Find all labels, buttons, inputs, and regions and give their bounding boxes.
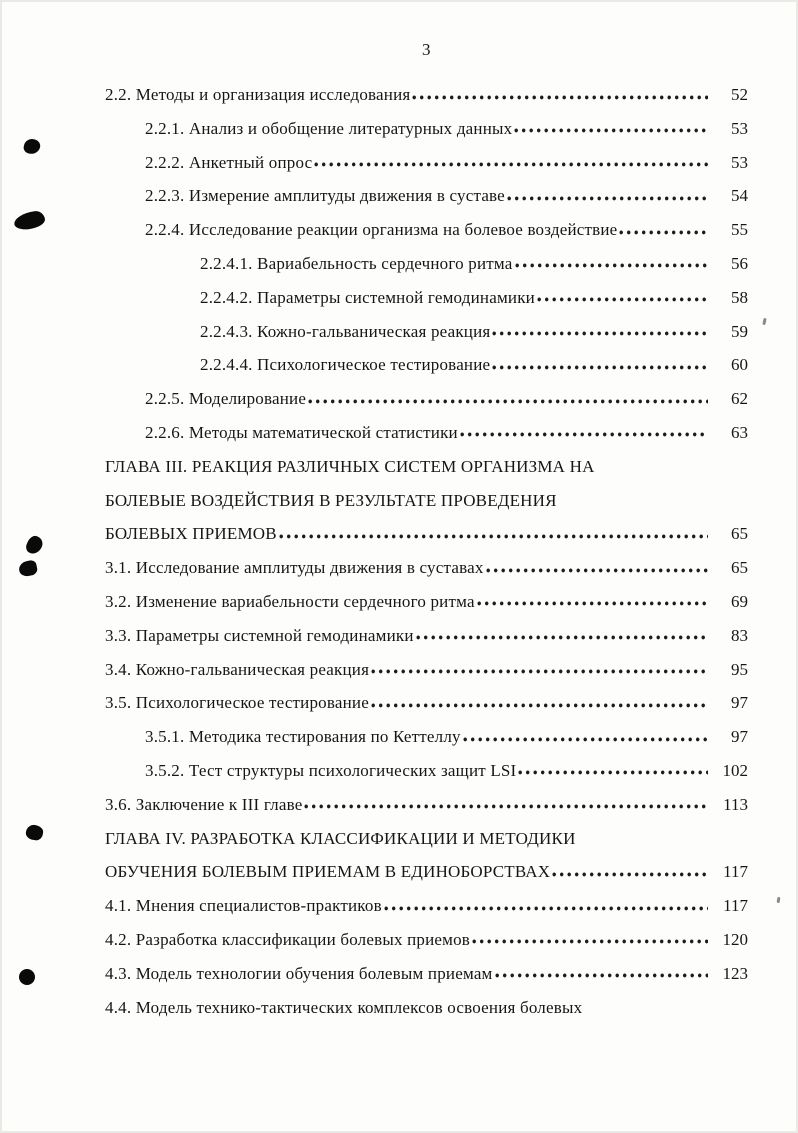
toc-entry-label: 3.5.2. Тест структуры психологических защит LSI xyxy=(145,760,517,780)
toc-entry xyxy=(105,720,748,754)
toc-entry-page: 60 xyxy=(731,355,748,375)
toc-entry xyxy=(105,146,748,180)
toc-entry-label: 2.2.6. Методы математической статистики xyxy=(145,422,458,442)
toc-entry-label: 2.2.3. Измерение амплитуды движения в суставе xyxy=(145,186,505,206)
toc-entry-page: 58 xyxy=(731,287,748,307)
toc-entry-page: 69 xyxy=(731,591,748,611)
toc-entry xyxy=(105,213,748,247)
toc-entry xyxy=(105,822,748,856)
toc-entry-label: 3.1. Исследование амплитуды движения в суставах xyxy=(105,558,484,578)
toc-entry-label: 3.5.1. Методика тестирования по Кеттеллу xyxy=(145,727,461,747)
dot-leader xyxy=(537,287,708,302)
toc-entry xyxy=(105,686,748,720)
toc-entry xyxy=(105,416,748,450)
dot-leader xyxy=(619,220,708,235)
toc-entry xyxy=(105,517,748,551)
dot-leader xyxy=(371,693,708,708)
toc-entry-page: 117 xyxy=(723,862,748,882)
dot-leader xyxy=(495,963,708,978)
dot-leader xyxy=(492,321,708,336)
dot-leader xyxy=(477,592,708,607)
toc-entry xyxy=(105,619,748,653)
dot-leader xyxy=(314,152,708,167)
toc-entry xyxy=(105,788,748,822)
toc-entry-label: 2.2.4.4. Психологическое тестирование xyxy=(200,355,491,375)
dot-leader xyxy=(384,896,708,911)
toc-entry-page: 62 xyxy=(731,389,748,409)
toc-entry xyxy=(105,855,748,889)
toc-entry xyxy=(105,281,748,315)
page-number: 3 xyxy=(422,40,431,59)
dot-leader xyxy=(514,119,708,134)
toc-entry-label: 2.2.4.2. Параметры системной гемодинамики xyxy=(200,287,535,307)
toc-entry-label: ГЛАВА III. РЕАКЦИЯ РАЗЛИЧНЫХ СИСТЕМ ОРГАНИЗМА НА xyxy=(105,456,595,476)
toc-entry-label: 2.2.1. Анализ и обобщение литературных данных xyxy=(145,118,513,138)
dot-leader xyxy=(279,524,708,539)
toc-entry-label: 3.3. Параметры системной гемодинамики xyxy=(105,625,414,645)
dot-leader xyxy=(507,186,708,201)
toc-entry-page: 53 xyxy=(731,152,748,172)
toc-entry xyxy=(105,112,748,146)
toc-entry-label: 4.3. Модель технологии обучения болевым приемам xyxy=(105,963,493,983)
toc-entry-label: 3.2. Изменение вариабельности сердечного ритма xyxy=(105,591,475,611)
toc-entry-label: БОЛЕВЫЕ ВОЗДЕЙСТВИЯ В РЕЗУЛЬТАТЕ ПРОВЕДЕНИЯ xyxy=(105,490,557,510)
toc-entry xyxy=(105,923,748,957)
toc-entry-page: 102 xyxy=(722,760,748,780)
toc-entry-label: ОБУЧЕНИЯ БОЛЕВЫМ ПРИЕМАМ В ЕДИНОБОРСТВАХ xyxy=(105,862,551,882)
toc-entry-page: 117 xyxy=(723,896,748,916)
toc-entry xyxy=(105,315,748,349)
toc-entry xyxy=(105,653,748,687)
toc-entry xyxy=(105,551,748,585)
toc-entry xyxy=(105,585,748,619)
toc-entry-label: 2.2.4. Исследование реакции организма на болевое воздействие xyxy=(145,220,618,240)
toc-entry-page: 123 xyxy=(722,963,748,983)
toc-entry-label: 3.5. Психологическое тестирование xyxy=(105,693,369,713)
toc-entry-label: 3.6. Заключение к III главе xyxy=(105,794,303,814)
toc-entry xyxy=(105,78,748,112)
toc-entry-page: 113 xyxy=(723,794,748,814)
toc-entry-page: 63 xyxy=(731,422,748,442)
toc-entry-page: 120 xyxy=(722,929,748,949)
toc-entry-page: 95 xyxy=(731,659,748,679)
toc-entry-page: 65 xyxy=(731,558,748,578)
dot-leader xyxy=(552,862,708,877)
toc-entry xyxy=(105,450,748,484)
toc-entry xyxy=(105,991,748,1025)
dot-leader xyxy=(308,389,708,404)
toc-entry-label: ГЛАВА IV. РАЗРАБОТКА КЛАССИФИКАЦИИ И МЕТОДИКИ xyxy=(105,828,576,848)
toc-entry-page: 54 xyxy=(731,186,748,206)
toc-entry-label: 4.4. Модель технико-тактических комплексов освоения болевых xyxy=(105,997,583,1017)
toc-entry xyxy=(105,484,748,518)
toc-entry-label: 3.4. Кожно-гальваническая реакция xyxy=(105,659,370,679)
dot-leader xyxy=(492,355,708,370)
toc-entry-page: 97 xyxy=(731,727,748,747)
dot-leader xyxy=(463,727,708,742)
dot-leader xyxy=(460,423,708,438)
toc-entry-label: 2.2.2. Анкетный опрос xyxy=(145,152,313,172)
toc-entry-label: 2.2. Методы и организация исследования xyxy=(105,85,411,104)
toc-entry-page: 56 xyxy=(731,253,748,273)
toc-entry-page: 59 xyxy=(731,321,748,341)
ink-blob xyxy=(19,969,35,985)
dot-leader xyxy=(518,761,708,776)
toc-entry-label: 4.2. Разработка классификации болевых приемов xyxy=(105,929,471,949)
dot-leader xyxy=(304,794,708,809)
toc-entry xyxy=(105,179,748,213)
toc-entry xyxy=(105,754,748,788)
toc-entry xyxy=(105,382,748,416)
toc-entry-page: 83 xyxy=(731,625,748,645)
dot-leader xyxy=(371,659,708,674)
toc-entry-label: 2.2.5. Моделирование xyxy=(145,389,307,409)
toc-entry xyxy=(105,348,748,382)
toc-entry-page: 97 xyxy=(731,693,748,713)
toc-entry-label: 4.1. Мнения специалистов-практиков xyxy=(105,896,382,916)
toc-entry-page: 53 xyxy=(731,118,748,138)
toc-entry-label: БОЛЕВЫХ ПРИЕМОВ xyxy=(105,524,277,544)
dot-leader xyxy=(515,254,709,269)
toc-entry-page: 65 xyxy=(731,524,748,544)
dot-leader xyxy=(412,85,708,100)
toc-entry-page: 52 xyxy=(731,85,748,104)
dot-leader xyxy=(486,558,708,573)
toc-entry-page: 55 xyxy=(731,220,748,240)
dot-leader xyxy=(416,625,708,640)
toc-entry xyxy=(105,889,748,923)
table-of-contents xyxy=(105,78,748,1024)
toc-entry xyxy=(105,957,748,991)
toc-entry-label: 2.2.4.1. Вариабельность сердечного ритма xyxy=(200,253,513,273)
toc-entry-label: 2.2.4.3. Кожно-гальваническая реакция xyxy=(200,321,491,341)
dot-leader xyxy=(472,930,708,945)
toc-entry xyxy=(105,247,748,281)
